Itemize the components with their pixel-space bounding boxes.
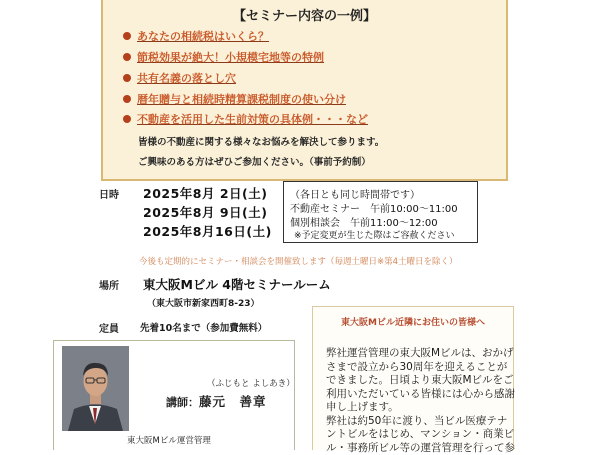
neighbors-line: ル・事務所ビル等の運営管理を行って参 xyxy=(326,442,506,455)
bullet-icon xyxy=(123,74,131,82)
bullet-icon xyxy=(123,53,131,61)
neighbors-line: 申し上げます。 xyxy=(326,401,506,415)
neighbors-line: ントビルをはじめ、マンション・商業ビ xyxy=(326,428,506,442)
lecturer-affiliation: 東大阪Mビル運営管理 xyxy=(127,434,211,446)
lecturer-reading: （ふじもと よしあき） xyxy=(207,377,295,389)
neighbors-line: できました。日頃より東大阪Mビルをご xyxy=(326,374,506,388)
neighbors-heading: 東大阪Mビル近隣にお住いの皆様へ xyxy=(313,315,513,328)
topic-item xyxy=(123,70,236,86)
bullet-icon xyxy=(123,32,131,40)
neighbors-line: 利用いただいている皆様には心から感謝 xyxy=(326,388,506,402)
topic-label: 暦年贈与と相続時精算課税制度の使い分け xyxy=(137,93,346,106)
venue-name: 東大阪Mビル 4階セミナールーム xyxy=(143,275,331,293)
bullet-icon xyxy=(123,95,131,103)
lecturer-photo xyxy=(62,346,129,431)
topic-label: あなたの相続税はいくら？ xyxy=(137,30,269,43)
topic-label: 不動産を活用した生前対策の具体例・・・など xyxy=(137,113,368,126)
schedule-line: 個別相談会 午前11:00～12:00 xyxy=(290,214,438,229)
date-item: 2025年8月16日(土) xyxy=(143,222,272,240)
topic-label: 節税効果が絶大！小規模宅地等の特例 xyxy=(137,51,324,64)
seminar-content-box xyxy=(101,0,508,181)
topic-item xyxy=(123,49,324,65)
neighbors-line: さまで設立から30周年を迎えることが xyxy=(326,361,506,375)
topic-item xyxy=(123,28,269,44)
date-item: 2025年8月 2日(土) xyxy=(143,184,267,202)
date-label: 日時 xyxy=(99,186,119,201)
seminar-note: ご興味のある方はぜひご参加ください。（事前予約制） xyxy=(138,154,371,168)
venue-label: 場所 xyxy=(99,277,119,292)
neighbors-box xyxy=(312,306,514,450)
seminar-note: 皆様の不動産に関する様々なお悩みを解決して参ります。 xyxy=(138,134,384,148)
bullet-icon xyxy=(123,115,131,123)
lecturer-name: 藤元 善章 xyxy=(199,394,267,409)
venue-address: （東大阪市新家西町8-23） xyxy=(147,296,260,309)
neighbors-body xyxy=(326,347,506,455)
seminar-heading: 【セミナー内容の一例】 xyxy=(103,5,506,24)
date-item: 2025年8月 9日(土) xyxy=(143,203,267,221)
lecturer-title: 講師： xyxy=(166,396,199,409)
neighbors-line: 弊社は約50年に渡り、当ビル医療テナ xyxy=(326,415,506,429)
schedule-line: ※予定変更が生じた際はご容赦ください xyxy=(294,228,455,241)
lecturer xyxy=(166,392,267,410)
schedule-line: 不動産セミナー 午前10:00～11:00 xyxy=(290,200,458,215)
topic-item xyxy=(123,91,346,107)
topic-item xyxy=(123,111,368,127)
schedule-box xyxy=(283,181,478,243)
schedule-line: （各日とも同じ時間帯です） xyxy=(290,186,420,201)
notice-text: 今後も定期的にセミナー・相談会を開催致します（毎週土曜日※第4土曜日を除く） xyxy=(139,255,458,267)
neighbors-line: 弊社運営管理の東大阪Mビルは、おかげ xyxy=(326,347,506,361)
capacity-text: 先着10名まで（参加費無料） xyxy=(140,320,267,334)
topic-label: 共有名義の落とし穴 xyxy=(137,72,236,85)
capacity-label: 定員 xyxy=(99,320,119,335)
